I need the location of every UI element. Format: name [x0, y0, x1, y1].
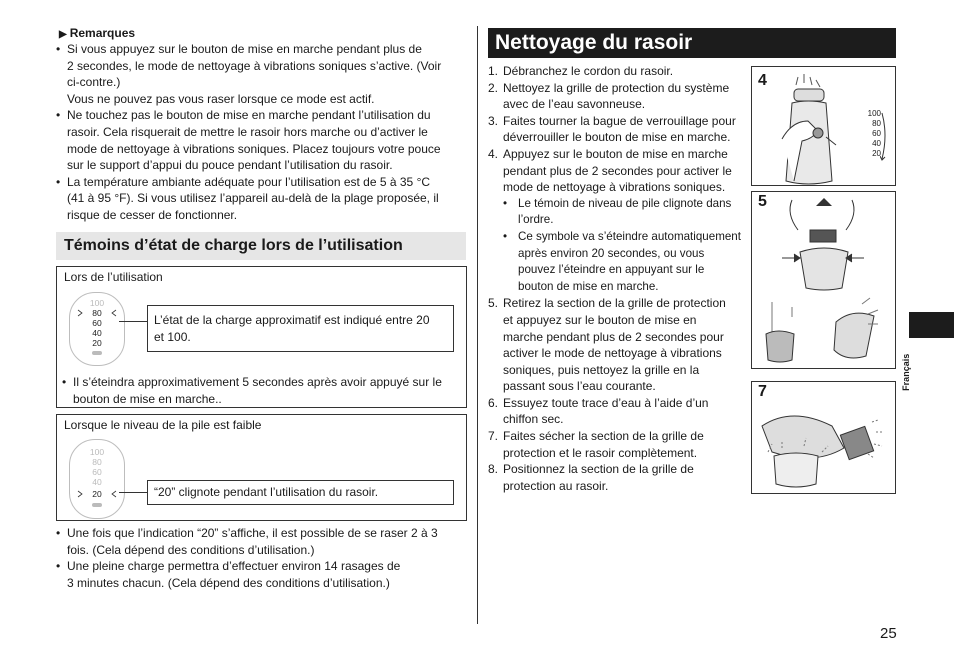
battery-gauge: 100 80 60 40 20	[69, 292, 125, 366]
callout-connector	[119, 321, 147, 322]
plug-icon	[92, 351, 102, 355]
triangle-right-icon: ▶	[59, 29, 67, 40]
plug-icon	[92, 503, 102, 507]
reassemble-illustration	[752, 382, 896, 494]
figure-7: 7	[751, 381, 896, 494]
step-item: 5. Retirez la section de la grille de protection et appuyez sur le bouton de mise en marche pendant plus de 2 secondes pour activer le mode de nettoyage à vibrations soniques, puis nettoyez la grille en la passant sous l’eau courante.	[488, 296, 726, 394]
low-battery-callout: “20” clignote pendant l’utilisation du rasoir.	[147, 480, 454, 505]
remark-item: • La température ambiante adéquate pour l’utilisation est de 5 à 35 °C (41 à 95 °F). Si vous utilisez l’appareil au-delà de la plage proposée, il risque de cesser de fonctionner.	[56, 174, 466, 224]
cycle-arrow-icon	[880, 111, 890, 161]
figure-4: 4 100 80 60 40 20	[751, 66, 896, 186]
cleaning-steps	[488, 63, 748, 494]
language-tab	[909, 312, 954, 338]
battery-gauge: 100 80 60 40 20	[69, 439, 125, 519]
step-item: 1. Débranchez le cordon du rasoir.	[488, 64, 674, 78]
charge-status-box-in-use	[56, 266, 467, 408]
remarks-list	[56, 41, 466, 224]
step-item: 3. Faites tourner la bague de verrouillage pour déverrouiller le bouton de mise en marche.	[488, 113, 736, 145]
page-number: 25	[880, 625, 897, 642]
step-item: 6. Essuyez toute trace d’eau à l’aide d’un chiffon sec.	[488, 395, 709, 427]
remove-blade-illustration	[752, 192, 896, 369]
box-title: Lors de l’utilisation	[64, 270, 163, 284]
fig4-gauge: 100 80 60 40 20	[867, 109, 881, 158]
blink-indicator-icon	[76, 308, 118, 318]
step-item: 8. Positionnez la section de la grille de protection au rasoir.	[488, 462, 694, 493]
step-item: 7. Faites sécher la section de la grille de protection et le rasoir complètement.	[488, 429, 704, 460]
step-sublist: • Le témoin de niveau de pile clignote dans l’ordre. • Ce symbole va s’éteindre automatiquement après environ 20 secondes, ou vous pouvez l’éteindre en appuyant sur le bouton de mise en marche.	[503, 196, 748, 296]
page-title: Nettoyage du rasoir	[488, 28, 896, 58]
note-item: • Une pleine charge permettra d’effectuer environ 14 rasages de 3 minutes chacun. (Cela dépend des conditions d’utilisation.)	[56, 558, 466, 591]
language-label: Français	[901, 353, 912, 391]
note-item: • Une fois que l’indication “20” s’affiche, il est possible de se raser 2 à 3 fois. (Cela dépend des conditions d’utilisation.)	[56, 525, 466, 558]
charge-status-box-low-battery	[56, 414, 467, 521]
charge-callout: L’état de la charge approximatif est indiqué entre 20 et 100.	[147, 305, 454, 352]
remark-item: • Ne touchez pas le bouton de mise en marche pendant l’utilisation du rasoir. Cela risquerait de mettre le rasoir hors marche ou d’activer le mode de nettoyage à vibrations soniques. Placez toujours votre pouce sur le support d’appui du pouce pendant l’utilisation du rasoir.	[56, 107, 466, 173]
remark-item: • Si vous appuyez sur le bouton de mise en marche pendant plus de 2 secondes, le mode de nettoyage à vibrations soniques s’active. (Voir ci-contre.) Vous ne pouvez pas vous raser lorsque ce mode est actif.	[56, 41, 466, 107]
remarks-heading: ▶ Remarques	[59, 26, 136, 40]
blink-indicator-icon	[76, 489, 118, 499]
column-divider	[477, 26, 478, 624]
step-item: 2. Nettoyez la grille de protection du système avec de l’eau savonneuse.	[488, 80, 730, 112]
callout-connector	[119, 492, 147, 493]
figure-5: 5	[751, 191, 896, 369]
box1-note: • Il s’éteindra approximativement 5 secondes après avoir appuyé sur le bouton de mise en marche..	[62, 374, 462, 407]
box-title: Lorsque le niveau de la pile est faible	[64, 418, 262, 432]
step-item: 4. Appuyez sur le bouton de mise en marche pendant plus de 2 secondes pour activer le mode de nettoyage à vibrations soniques. • Le témoin de niveau de pile clignote dans l’ordre. • Ce symbole va s’éteindre automatiquement après environ 20 secondes, ou vous pouvez l’éteindre en appuyant sur le bouton de mise en marche.	[488, 146, 748, 295]
section-heading: Témoins d’état de charge lors de l’utilisation	[56, 232, 466, 260]
bottom-notes	[56, 525, 466, 591]
